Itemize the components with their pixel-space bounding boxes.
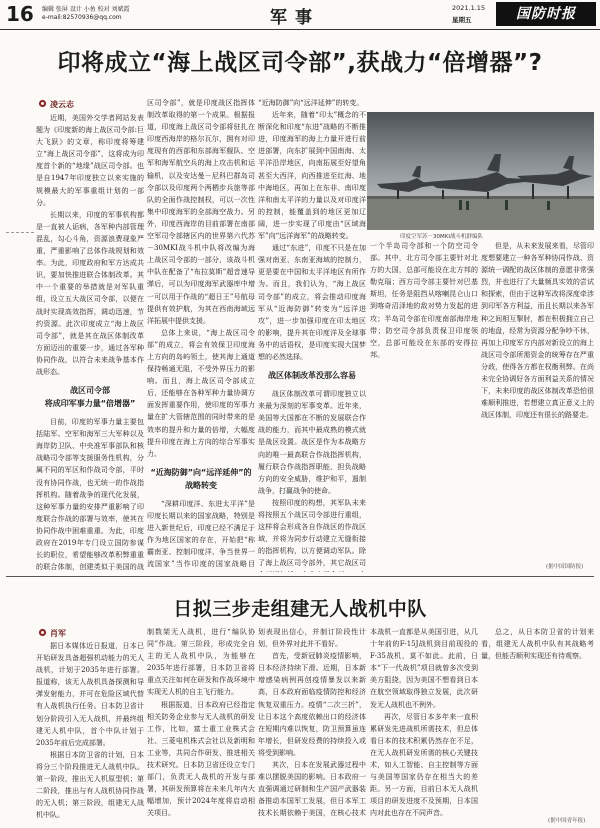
contact-email[interactable]: e-mail:82570936@qq.com (42, 14, 122, 21)
paragraph: 根据日本防卫省的计划，日本将分三个阶段推进无人战机中队。第一阶段，推出无人机原型机；第二阶段，推出与有人战机协同作战的无人机；第三阶段，组建无人战机中队。 (36, 750, 144, 820)
paragraph: 战区体制改革可谓印度独立以来最为深刻的军事变革。近年来，美国等大国都在不断的发展联合作战的能力，而其中最成熟的模式就是战区设置。战区是作为本战略方向的唯一最高联合作战指挥机构，履行联合作战指挥职能，担负战略方向的安全威胁，维护和平，遏制战争，打赢战争的使命。 (258, 390, 366, 495)
fighter-jets-photo (367, 112, 594, 230)
photo-caption: 印度空军苏－30MKI战斗机群编队 (400, 234, 483, 240)
story1-column-2 (147, 97, 255, 572)
byline-flower-icon (38, 628, 47, 637)
story1-source: (据中国国防报) (546, 564, 584, 570)
story2-column-4 (370, 626, 478, 820)
paragraph: 据日本媒体近日报道，日本已开始研发具备超强机动能力的无人战机，计划于2035年进行部署。报道称，该无人战机具备探测和导弹发射能力，并可在危险区域代替有人战机执行任务。日本防卫省计划分阶段引入无人战机，并最终组建无人机中队，首个中队计划于2035年前后完成部署。 (36, 642, 144, 747)
story2-headline: 日拟三步走组建无人战机中队 (173, 598, 427, 620)
issue-date: 2021.1.15 (452, 4, 486, 12)
story1-subheading-1: 战区司令部 将成印军事力量“倍增器” (44, 386, 136, 409)
story2-author: 肖军 (50, 629, 66, 638)
paragraph: 近年来，随着“印太”概念的不断深化和印度“东进”战略的不断推进，印度海军的海上力量开进行前进部署，向东扩展到中国南海、太平洋沿岸地区，向南拓展至好望角甚至大西洋，向西推进至红海、地中海地区，再加上在东非、南印度洋和南太平洋的力量以及对印度洋的控制，能覆盖到的地区更加辽阔，进一步实现了印度由“区域海军”向“远洋海军”的战略转变。 (258, 111, 366, 241)
story2-byline (38, 628, 66, 639)
story2-column-1 (36, 640, 144, 820)
page-header (0, 0, 600, 30)
fighter-jets-image (367, 112, 594, 230)
story1-column-1 (36, 112, 144, 572)
paragraph: 近期，美国外交学者网站发表题为《印度新的海上战区司令部:巨大飞跃》的文章，称印度将筹建立“海上战区司令部”，这将成为印度首个新的“地缘”战区司令部。也是自1947年印度独立以来实施的规模最大的军事重组计划的一部分。 (36, 114, 144, 207)
paragraph: 但是，从未来发展来看，尽管印度想要建立一种各军种协同作战、资源统一调配的战区体制的意愿非常强烈，并也进行了大量频具实效的尝试和探索，但由于这种军改将深度牵涉到印军各方利益，而且长期以来各军种之间相互掣肘，都在积极拥立自己的地盘，经常为资源分配争吵不休，再加上印度军方内部对新设立的海上战区司令部所需资金的统筹存在严重分歧，使得各方都在权衡利弊。在尚未完全协调好各方面利益关系的情况下，未来印度的战区体制改革恐怕很难顺利推进，若想建立真正意义上的战区体制，印度还有很长的路要走。 (481, 242, 594, 420)
paragraph: 区司令部”，就是印度战区指挥体制改革取得的第一个成果。根据报道，印度海上战区司令部将驻扎在印度西海岸的格尔瓦尔，拥有对印度现有的西部和东部海军舰队、空军和海军航空兵的海上攻击机和运输机，以及安达曼－尼科巴群岛司令部以及印度两个两栖步兵旅等部队的全面作战控制权，可以一次性集中印度海军的全部海空战力。另外，印度西海岸的目前部署在南部空军司令部辖区内的世界第六代苏－30MKI战斗机中队将改编为海上战区司令部的一部分，该战斗机中队在配备了“布拉莫斯”超音速导弹后，可以为印度海军武器库中增一可以用于作战的“超日王”号航母提供有效护航，为其在西南海域远洋拓展中提供支援。 (147, 99, 255, 325)
margin-rule (6, 232, 34, 233)
paragraph: 通过“东进”，印度不只是在加强对南亚、东南亚海域的控制力，更是要在中国和太平洋地区有所作为。而且，我们认为，“海上战区司令部”的成立，将会推动印度海军从“近海防御”转变为“远洋进攻”，进一步加强印度在印太地区的影响，提升其在印度洋及全球事务中的话语权，是印度实现大国梦想的必然选择。 (258, 244, 366, 361)
paragraph: 总之，从日本防卫省的计划来看，组建无人战机中队有其战略考量，但能否顺利实现还有待观察。 (481, 628, 594, 661)
byline-flower-icon (38, 99, 47, 108)
paragraph: “近海防御”向“远洋延伸”的转变。 (258, 99, 364, 107)
paragraph: 再次，尽管日本多年来一直积累研发先进战机所需技术，但总体看日本的技术积累仍然存在不足，在无人战机研发所需的核心关键技术，如人工智能、自主控制等方面与美国等国家仍存在相当大的差距。另一方面，目前日本无人战机项目的研发进度不及预期，日本国内对此也存在不同声音。 (370, 712, 478, 818)
story1-byline (38, 99, 74, 110)
paragraph: 制数架无人战机，进行“编队协同”作战。第三阶段，形成完全自主的无人战机中队，为能够在2035年进行部署，日本防卫省将重点关注如何在研发和作战环境中实现无人机的自主飞行能力。 (147, 628, 255, 697)
story2-column-2 (147, 626, 255, 820)
issue-weekday: 星期五 (452, 16, 472, 24)
story1-headline: 印将成立“海上战区司令部”,获战力“倍增器”? (57, 50, 543, 76)
newspaper-masthead-logo: 国防时报 (496, 2, 596, 26)
story2-column-3 (258, 626, 366, 820)
editor-credits: 编辑 张屏 设计 小鱼 校对 刘斌霞 (42, 6, 130, 13)
paragraph: 其次，日本在发展武器过程中难以摆脱美国的影响。日本政府一直强调通过研制和生产国产武器装备推动本国军工发展，但日本军工技术长期依赖于美国，在核心技术 (258, 761, 366, 818)
story2-column-5 (481, 626, 594, 820)
paragraph: 长期以来，印度的军事机构都是一直被人诟病，各军种内部管理混乱，勾心斗角，资源浪费现象严重，严重影响了总体作战规划和效率。为此，印度政府和军方达成共识，要加快推进联合体制改革。其中一个重要的举措就是对军队重组，设立五大战区司令部，以便在战时实现高效指挥，调动迅速，节约资源。此次印度成立“海上战区司令部”，就是其在战区体制改革方面迈出的重要一步，通过各军种协同作战，以符合未来战争基本作战形态。 (36, 210, 144, 376)
story1-column-3 (258, 97, 366, 572)
paragraph: 目前，印度的军事力量主要包括陆军、空军和海军三大军种以及海岸防卫队、中央准军事部队和核战略司令部等支援服务性机构，分属不同的军区和作战司令部，平时没有协同作战，也无统一的作战指挥机构。随着战争的现代化发展，这种军事力量的安排严重影响了印度联合作战的部署与效率，使其在协同作战中困难重重。为此，印度政府在2019年专门设立国防参谋长的职位，希望能够改革积弊重重的联合体制，创建类似于美国的战 (36, 418, 144, 572)
paragraph: 划表现出信心，并制订阶段性计划，但外界对此并不看好。 (258, 628, 366, 649)
story1-subheading-3: 战区体制改革没那么容易 (268, 371, 356, 381)
story1-author: 凌云志 (50, 100, 74, 109)
paragraph: 按照印度的构想，其军队未来将按照五个战区司令部进行重组，这样将会形成各自作战区的作战区域，并将为同步行动建立无缝衔接的指挥机构，以方便调动军队。除了海上战区司令部外，其它战区司 (258, 498, 366, 568)
section-title: 军事 (270, 8, 320, 28)
paragraph: 首先，受新冠肺炎疫情影响，日本经济持续下滑。近期，日本新增感染病例再创疫情暴发以来新高，日本政府面临疫情防控和经济恢复双重压力。疫情“二次三折”，让日本这个高度依赖出口的经济体在短期内难以恢复，防卫预算虽连年增长，但研发经费的持续投入或将受到影响。 (258, 652, 366, 757)
story1-column-4 (370, 240, 478, 572)
page-number: 16 (6, 2, 34, 26)
story1-col1-paragraphs (36, 112, 144, 378)
story-divider (6, 576, 594, 577)
paragraph: 本战机一直都是从美国引进，从几十年前的F-15J战机到目前现役的F-35战机，莫不如此。此前，日本“下一代战机”项目就曾多次受到美方阻挠，因为美国不想看到日本在航空领域取得独立发展，此次研发无人战机也不例外。 (370, 628, 478, 709)
paragraph: 一个半岛司令部和一个防空司令部。其中，北方司令部主要针对北方的大国，总部可能设在北方邦的勒克瑙；西方司令部主要针对巴基斯坦，任务是阻挡从喀喇昆仑山口到喀奇沼泽地的敌对势力发起的进攻；半岛司令部在印度南部海岸地带；防空司令部负责保卫印度领空，总部可能设在东部的安得拉邦。 (370, 242, 478, 359)
paragraph: 总体上来说，“海上战区司令部”的成立，将会有效保卫印度海上方向的岛屿领土，使其海上通道保持畅通无阻，不受外界压力的影响。而且，海上战区司令部成立后，还能够在各种军种力量协调方面发挥重要作用，使印度的军事力量在扩大管辖范围的同时带来的是效率的提升和力量的倍增，大幅度提升印度在海上方向的综合军事实力。 (147, 328, 255, 458)
paragraph: 根据报道，日本政府已经指定相关防务企业参与无人战机的研发工作，比如，富士重工业株式会社、三菱电机株式会社以及新明和工业等，共同合作研发，推进相关技术研究。日本防卫省还设立专门部门，负责无人战机的开发与部署，其研发预算将在未来几年内大幅增加，预计2024年度将启动相关项目。 (147, 700, 255, 818)
story1-column-5 (481, 240, 594, 572)
paragraph: “深耕印度洋、东进太平洋”是印度长期以来的国家战略，特别是进入新世纪后，印度已经不满足于作为地区国家的存在，开始把“称霸南亚、控制印度洋、争当世界一流国家”当作印度的国家战略目 (147, 499, 255, 569)
story1-subheading-2: “近海防御”向“远洋延伸”的战略转变 (150, 467, 252, 490)
story2-source: (据中国青年报) (548, 818, 586, 824)
